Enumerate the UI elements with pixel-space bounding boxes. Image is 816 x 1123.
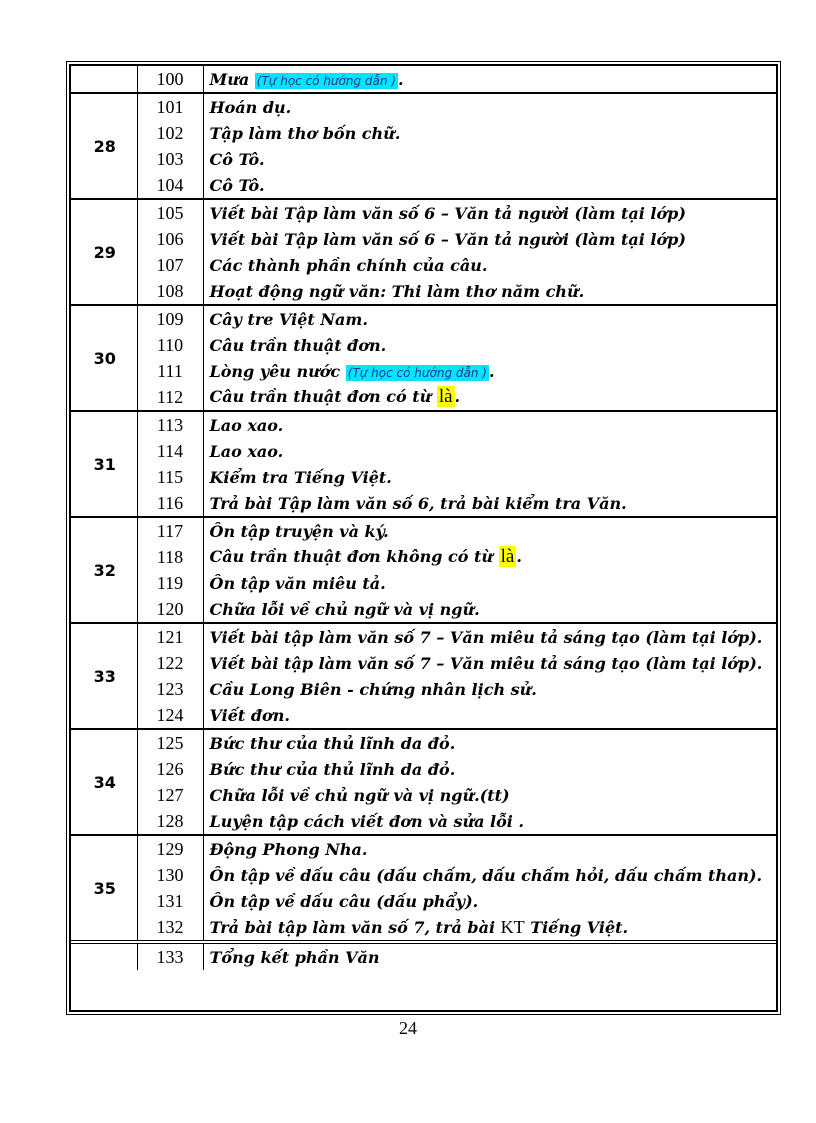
lesson-title: Viết bài tập làm văn số 7 – Văn miêu tả sáng tạo (làm tại lớp).	[209, 653, 763, 673]
lesson-number: 132	[137, 914, 203, 942]
lesson-number: 127	[137, 782, 203, 808]
self-study-note: (Tự học có hướng dẫn )	[347, 365, 487, 380]
lesson-title: Chữa lỗi về chủ ngữ và vị ngữ.	[209, 599, 480, 619]
week-number: 30	[71, 305, 137, 411]
table-row	[71, 278, 776, 305]
table-row	[71, 490, 776, 517]
table-row	[71, 942, 776, 970]
title-suffix: .	[516, 547, 522, 566]
lesson-title: Trả bài Tập làm văn số 6, trả bài kiểm tra Văn.	[209, 493, 627, 513]
lesson-title: Viết bài tập làm văn số 7 – Văn miêu tả sáng tạo (làm tại lớp).	[203, 623, 776, 650]
page-number: 24	[399, 1018, 417, 1038]
lesson-schedule-table	[71, 66, 776, 970]
abbreviation-text: KT	[500, 916, 525, 937]
lesson-number: 119	[137, 570, 203, 596]
lesson-title: Bức thư của thủ lĩnh da đỏ.	[209, 759, 456, 779]
table-row	[71, 756, 776, 782]
week-number: 35	[71, 835, 137, 942]
table-row	[71, 93, 776, 120]
table-row	[71, 835, 776, 862]
lesson-number: 111	[137, 358, 203, 384]
lesson-title	[203, 544, 776, 570]
week-number: 32	[71, 517, 137, 623]
lesson-title: Cô Tô.	[209, 175, 265, 195]
table-row	[71, 782, 776, 808]
lesson-number: 100	[137, 66, 203, 93]
lesson-title: Tập làm thơ bốn chữ.	[209, 123, 401, 143]
lesson-number: 122	[137, 650, 203, 676]
lesson-number: 131	[137, 888, 203, 914]
table-row	[71, 305, 776, 332]
lesson-title: Lao xao.	[209, 441, 284, 461]
lesson-title-text: Câu trần thuật đơn không có từ	[209, 547, 499, 566]
title-suffix: .	[488, 361, 495, 381]
lesson-number: 125	[137, 729, 203, 756]
lesson-number: 110	[137, 332, 203, 358]
lesson-title: Các thành phần chính của câu.	[209, 255, 488, 275]
lesson-title: Bức thư của thủ lĩnh da đỏ.	[203, 729, 776, 756]
table-row	[71, 570, 776, 596]
lesson-number: 126	[137, 756, 203, 782]
lesson-title: Ôn tập về dấu câu (dấu phẩy).	[209, 891, 479, 911]
lesson-number: 105	[137, 199, 203, 226]
table-row	[71, 888, 776, 914]
lesson-title	[203, 384, 776, 411]
lesson-number: 123	[137, 676, 203, 702]
lesson-number: 118	[137, 544, 203, 570]
lesson-number: 102	[137, 120, 203, 146]
week-number: 34	[71, 729, 137, 835]
title-suffix: .	[454, 387, 461, 406]
lesson-number: 133	[137, 942, 203, 970]
lesson-title: Ôn tập văn miêu tả.	[209, 573, 386, 593]
table-row	[71, 146, 776, 172]
table-row	[71, 172, 776, 199]
table-row	[71, 464, 776, 490]
lesson-number: 114	[137, 438, 203, 464]
table-row	[71, 411, 776, 438]
lesson-number: 106	[137, 226, 203, 252]
lesson-number: 103	[137, 146, 203, 172]
table-row	[71, 862, 776, 888]
lesson-title-text: Mưa	[209, 69, 255, 89]
lesson-number: 117	[137, 517, 203, 544]
lesson-number: 101	[137, 93, 203, 120]
lesson-title: Chữa lỗi về chủ ngữ và vị ngữ.(tt)	[209, 785, 510, 805]
week-number: 29	[71, 199, 137, 305]
table-row	[71, 544, 776, 570]
lesson-number: 113	[137, 411, 203, 438]
table-row	[71, 650, 776, 676]
lesson-title-text: Lòng yêu nước	[209, 361, 346, 381]
highlighted-word: là	[500, 546, 515, 567]
lesson-title: Viết đơn.	[209, 705, 290, 725]
lesson-number: 121	[137, 623, 203, 650]
week-number: 28	[71, 93, 137, 199]
lesson-number: 109	[137, 305, 203, 332]
table-row	[71, 226, 776, 252]
lesson-title: Hoán dụ.	[203, 93, 776, 120]
highlighted-word: là	[438, 386, 453, 407]
week-number: 33	[71, 623, 137, 729]
self-study-note: (Tự học có hướng dẫn )	[256, 73, 396, 88]
lesson-title: Luyện tập cách viết đơn và sửa lỗi .	[209, 811, 524, 831]
lesson-title: Lao xao.	[203, 411, 776, 438]
page-border	[66, 61, 781, 1015]
lesson-title-text: Trả bài tập làm văn số 7, trả bài	[209, 917, 501, 937]
table-row	[71, 438, 776, 464]
lesson-number: 112	[137, 384, 203, 411]
table-row	[71, 729, 776, 756]
lesson-number: 124	[137, 702, 203, 729]
lesson-title: Hoạt động ngữ văn: Thi làm thơ năm chữ.	[209, 281, 585, 301]
table-frame	[69, 64, 778, 1012]
lesson-title: Viết bài Tập làm văn số 6 – Văn tả người (làm tại lớp)	[203, 199, 776, 226]
lesson-title: Viết bài Tập làm văn số 6 – Văn tả người (làm tại lớp)	[209, 229, 686, 249]
lesson-number: 120	[137, 596, 203, 623]
table-row	[71, 358, 776, 384]
lesson-number: 128	[137, 808, 203, 835]
table-row	[71, 66, 776, 93]
table-row	[71, 702, 776, 729]
table-row	[71, 252, 776, 278]
table-row	[71, 596, 776, 623]
title-suffix: Tiếng Việt.	[524, 917, 629, 937]
table-row	[71, 199, 776, 226]
lesson-title: Tổng kết phần Văn	[203, 942, 776, 970]
table-row	[71, 808, 776, 835]
week-cell	[71, 66, 137, 93]
table-row	[71, 914, 776, 942]
table-row	[71, 384, 776, 411]
table-row	[71, 120, 776, 146]
table-row	[71, 332, 776, 358]
lesson-number: 130	[137, 862, 203, 888]
lesson-number: 115	[137, 464, 203, 490]
lesson-title: Cô Tô.	[209, 149, 265, 169]
lesson-title: Kiểm tra Tiếng Việt.	[209, 467, 392, 487]
lesson-title: Cầu Long Biên - chứng nhân lịch sử.	[209, 679, 537, 699]
lesson-title	[203, 66, 776, 93]
lesson-title: Ôn tập truyện và ký.	[203, 517, 776, 544]
lesson-title: Ôn tập về dấu câu (dấu chấm, dấu chấm hỏi, dấu chấm than).	[209, 865, 763, 885]
lesson-title: Động Phong Nha.	[203, 835, 776, 862]
table-row	[71, 517, 776, 544]
lesson-title-text: Câu trần thuật đơn có từ	[209, 387, 437, 406]
lesson-number: 116	[137, 490, 203, 517]
lesson-title	[203, 914, 776, 942]
lesson-number: 107	[137, 252, 203, 278]
lesson-number: 108	[137, 278, 203, 305]
lesson-title: Câu trần thuật đơn.	[209, 335, 387, 355]
week-number: 31	[71, 411, 137, 517]
week-cell	[71, 942, 137, 970]
lesson-number: 129	[137, 835, 203, 862]
table-row	[71, 623, 776, 650]
table-row	[71, 676, 776, 702]
lesson-number: 104	[137, 172, 203, 199]
lesson-title: Cây tre Việt Nam.	[203, 305, 776, 332]
title-suffix: .	[398, 69, 404, 89]
lesson-title	[203, 358, 776, 384]
